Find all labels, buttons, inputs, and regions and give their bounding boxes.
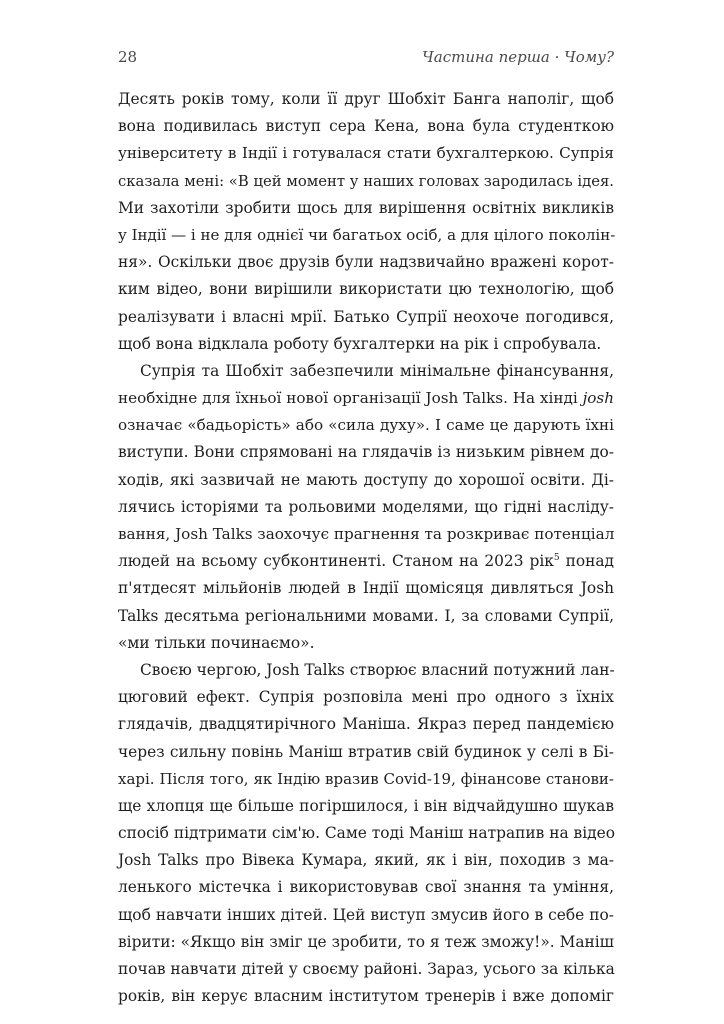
text-line-part: людей на всьому субконтиненті. Станом на 2023 рік xyxy=(118,552,554,571)
text-line: ким відео, вони вирішили використати цю технологію, щоб xyxy=(118,280,614,299)
text-line: почав навчати дітей у своєму районі. Зараз, усього за кілька xyxy=(118,960,615,978)
text-line: ня». Оскільки двоє друзів були надзвичайно вражені корот- xyxy=(118,253,614,272)
text-line: у Індії — і не для однієї чи багатьох осіб, а для цілого поколін- xyxy=(118,225,616,244)
text-line: через сильну повінь Маніш втратив свій будинок у селі в Бі- xyxy=(118,742,614,761)
text-line-part: необхідне для їхньої нової організації Josh Talks. На хінді xyxy=(118,389,578,408)
text-line: вона подивилась виступ сера Кена, вона була студенткою xyxy=(118,117,614,136)
text-line xyxy=(118,548,614,575)
text-line: років, він керує власним інститутом тренерів і вже допоміг xyxy=(118,987,614,1006)
text-line-part: понад xyxy=(565,552,614,571)
body-text xyxy=(118,86,614,1010)
text-line: щоб навчати інших дітей. Цей виступ змусив його в себе по- xyxy=(118,905,614,924)
running-head: Частина перша · Чому? xyxy=(422,48,614,66)
text-line: цюговий ефект. Супрія розповіла мені про одного з їхніх xyxy=(118,688,614,707)
text-line: вання, Josh Talks заохочує прагнення та розкриває потенціал xyxy=(118,525,615,543)
text-line: означає «бадьорість» або «сила духу». І саме це дарують їхні xyxy=(118,416,614,435)
text-line: «ми тільки починаємо». xyxy=(118,633,315,652)
text-line: Ми захотіли зробити щось для вирішення освітніх викликів xyxy=(118,198,614,217)
text-line: ходів, які зазвичай не мають доступу до хорошої освіти. Ді- xyxy=(118,470,614,489)
page-number: 28 xyxy=(118,48,138,66)
text-line: Супрія та Шобхіт забезпечили мінімальне фінансування, xyxy=(140,361,614,380)
text-line: харі. Після того, як Індію вразив Covid-19, фінансове станови- xyxy=(118,769,614,788)
text-line: виступи. Вони спрямовані на глядачів із низьким рівнем до- xyxy=(118,443,614,462)
italic-word: josh xyxy=(582,389,614,408)
text-line: щоб вона відклала роботу бухгалтерки на рік і спробувала. xyxy=(118,334,602,353)
text-line: університету в Індії і готувалася стати бухгалтеркою. Супрія xyxy=(118,144,614,163)
text-line: ленького містечка і використовував свої знання та уміння, xyxy=(118,878,614,897)
footnote-ref[interactable]: 5 xyxy=(553,553,560,564)
text-line xyxy=(118,385,614,412)
text-line: Talks десятьма регіональними мовами. І, за словами Супрії, xyxy=(118,606,614,625)
text-line: Josh Talks про Вівека Кумара, який, як і він, походив з ма- xyxy=(118,851,614,870)
text-line: лячись історіями та рольовими моделями, що гідні насліду- xyxy=(118,497,614,516)
text-line: п'ятдесят мільйонів людей в Індії щомісяця дивляться Josh xyxy=(118,579,614,598)
text-line: глядачів, двадцятирічного Маніша. Якраз перед пандемією xyxy=(118,715,614,734)
text-line: вірити: «Якщо він зміг це зробити, то я теж зможу!». Маніш xyxy=(118,932,614,951)
text-line: Десять років тому, коли її друг Шобхіт Банга наполіг, щоб xyxy=(118,90,614,108)
text-line: спосіб підтримати сім'ю. Саме тоді Маніш натрапив на відео xyxy=(118,824,615,843)
text-line: ще хлопця ще більше погіршилося, і він відчайдушно шукав xyxy=(118,796,614,815)
text-line: сказала мені: «В цей момент у наших головах зародилась ідея. xyxy=(118,172,614,190)
page-header xyxy=(118,48,614,72)
text-line: реалізувати і власні мрії. Батько Супрії неохоче погодився, xyxy=(118,307,614,326)
text-line: Своєю чергою, Josh Talks створює власний потужний лан- xyxy=(140,660,615,679)
